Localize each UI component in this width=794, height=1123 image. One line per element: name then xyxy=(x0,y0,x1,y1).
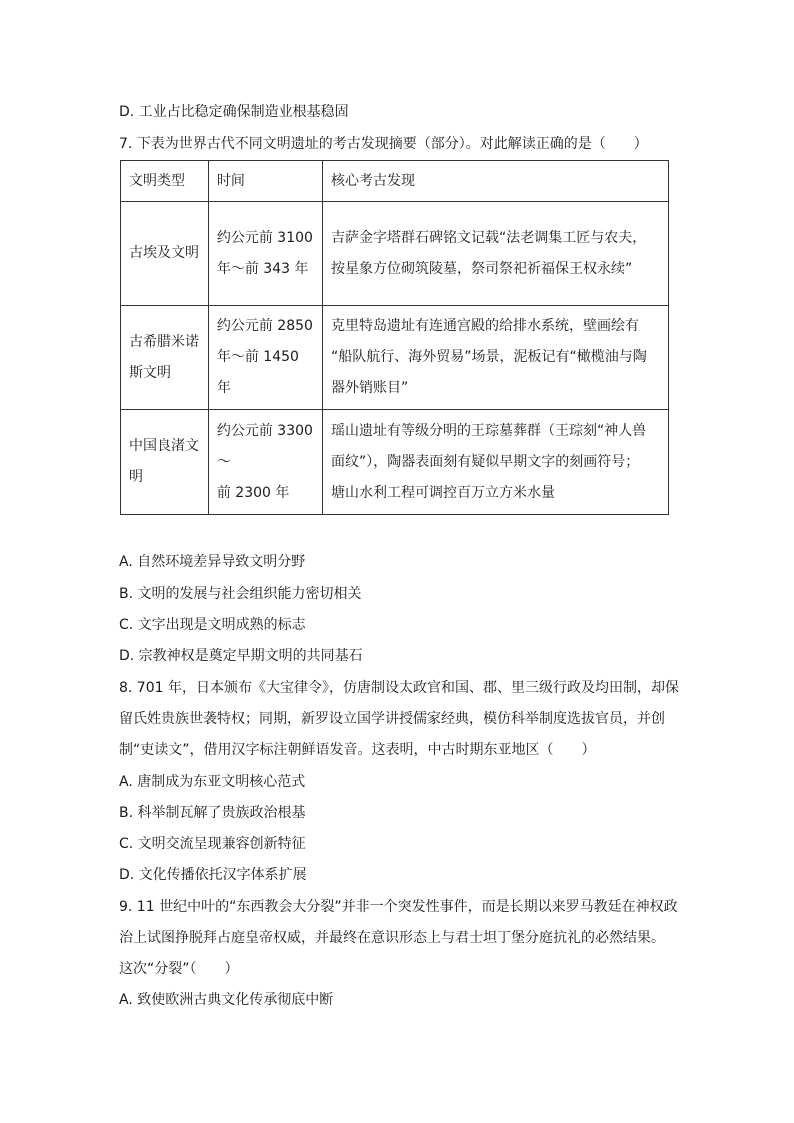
table-header-row xyxy=(121,161,669,202)
question-7-option-d: D. 宗教神权是奠定早期文明的共同基石 xyxy=(119,648,363,664)
question-8-option-c: C. 文明交流呈现兼容创新特征 xyxy=(119,836,306,852)
civilization-cell xyxy=(121,202,209,306)
table-header-cell: 核心考古发现 xyxy=(323,161,669,202)
question-8-option-b: B. 科举制瓦解了贵族政治根基 xyxy=(119,805,306,821)
time-cell xyxy=(208,306,322,410)
cell-line: 中国良渚文 xyxy=(129,438,199,454)
question-9-stem-line: 治上试图挣脱拜占庭皇帝权威，并最终在意识形态上与君士坦丁堡分庭抗礼的必然结果。 xyxy=(119,930,665,946)
question-7-option-a: A. 自然环境差异导致文明分野 xyxy=(119,554,306,570)
cell-line: 约公元前 3100 xyxy=(216,229,313,246)
table-row xyxy=(121,410,669,515)
table-row xyxy=(121,202,669,306)
cell-line: 吉萨金字塔群石碑铭文记载“法老调集工匠与农夫， xyxy=(331,229,647,246)
question-7-stem: 7. 下表为世界古代不同文明遗址的考古发现摘要（部分）。对此解读正确的是（ ） xyxy=(119,136,648,152)
finding-cell xyxy=(323,410,669,515)
question-7-option-c: C. 文字出现是文明成熟的标志 xyxy=(119,617,306,633)
question-9-option-a: A. 致使欧洲古典文化传承彻底中断 xyxy=(119,992,334,1008)
question-8-option-a: A. 唐制成为东亚文明核心范式 xyxy=(119,774,306,790)
cell-line: 明 xyxy=(129,469,143,485)
time-cell xyxy=(208,202,322,306)
question-9-stem-line: 9. 11 世纪中叶的“东西教会大分裂”并非一个突发性事件，而是长期以来罗马教廷在神权政 xyxy=(119,899,678,915)
cell-line: 瑶山遗址有等级分明的王琮墓葬群（王琮刻“神人兽 xyxy=(331,422,647,439)
table-header-cell: 时间 xyxy=(208,161,322,202)
cell-line: 古埃及文明 xyxy=(129,245,199,261)
question-7-option-b: B. 文明的发展与社会组织能力密切相关 xyxy=(119,586,362,602)
question-8-stem-line: 制“吏读文”，借用汉字标注朝鲜语发音。这表明，中古时期东亚地区（ ） xyxy=(119,742,596,758)
cell-line: 古希腊米诺 xyxy=(129,333,199,350)
cell-line: 约公元前 3300～ xyxy=(216,422,313,470)
cell-line: 年～前 343 年 xyxy=(216,260,309,277)
civilization-cell xyxy=(121,410,209,515)
question-8-option-d: D. 文化传播依托汉字体系扩展 xyxy=(119,867,307,883)
cell-line: 前 2300 年 xyxy=(216,484,290,501)
table-header-cell: 文明类型 xyxy=(121,161,209,202)
cell-line: 面纹”），陶器表面刻有疑似早期文字的刻画符号； xyxy=(331,453,640,470)
cell-line: 约公元前 2850 xyxy=(216,318,313,334)
cell-line: “船队航行、海外贸易”场景，泥板记有“橄榄油与陶 xyxy=(331,349,647,365)
cell-line: 按星象方位砌筑陵墓，祭司祭祀祈福保王权永续” xyxy=(331,260,633,277)
time-cell xyxy=(208,410,322,515)
question-8-stem-line: 8. 701 年，日本颁布《大宝律令》，仿唐制设太政官和国、郡、里三级行政及均田制，却保 xyxy=(119,680,679,696)
archaeology-table xyxy=(120,160,669,515)
table-row xyxy=(121,306,669,410)
question-9-stem-line: 这次“分裂”（ ） xyxy=(119,961,239,977)
cell-line: 塘山水利工程可调控百万立方米水量 xyxy=(331,484,556,501)
cell-line: 克里特岛遗址有连通宫殿的给排水系统，壁画绘有 xyxy=(331,318,640,334)
question-8-stem-line: 留氏姓贵族世袭特权；同期，新罗设立国学讲授儒家经典，模仿科举制度选拔官员，并创 xyxy=(119,711,665,727)
civilization-cell xyxy=(121,306,209,410)
cell-line: 斯文明 xyxy=(129,364,171,381)
cell-line: 器外销账目” xyxy=(331,380,409,396)
finding-cell xyxy=(323,202,669,306)
prev-question-option-d: D. 工业占比稳定确保制造业根基稳固 xyxy=(119,104,349,120)
finding-cell xyxy=(323,306,669,410)
cell-line: 年～前 1450 年 xyxy=(216,349,299,396)
